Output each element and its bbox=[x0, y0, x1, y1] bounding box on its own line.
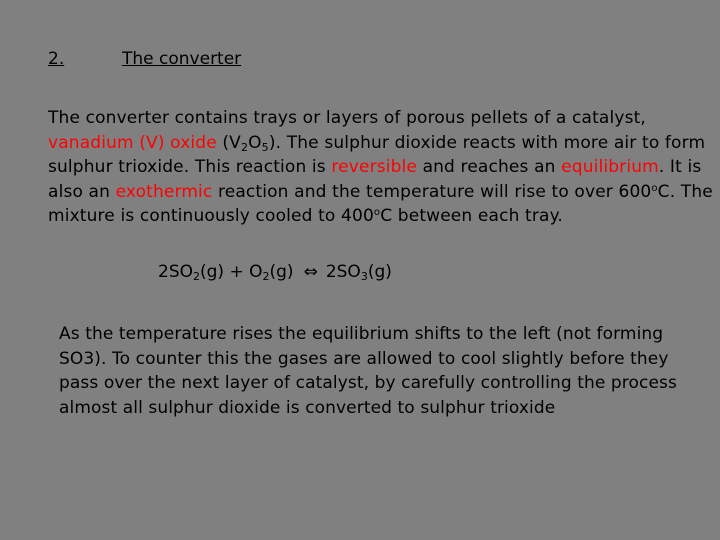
paragraph-text: O bbox=[248, 132, 262, 153]
equation-text: 2SO bbox=[325, 262, 361, 282]
degree-superscript: o bbox=[373, 207, 381, 219]
subscript: 2 bbox=[193, 270, 200, 283]
paragraph-text: . It is also an bbox=[48, 157, 702, 202]
paragraph-text: C. The mixture is continuously cooled to 400 bbox=[48, 181, 713, 227]
paragraph-text: (V bbox=[216, 132, 241, 153]
section-title: The converter bbox=[122, 49, 242, 69]
equilibrium-highlight: equilibrium bbox=[561, 157, 659, 178]
chemical-equation bbox=[158, 261, 392, 283]
converter-description-paragraph bbox=[48, 106, 713, 229]
equation-text: (g) bbox=[269, 262, 294, 282]
equilibrium-explanation-paragraph: As the temperature rises the equilibrium shifts to the left (not forming SO3). To counter this the gases are allowed to cool slightly before they pass over the next layer of catalyst, by carefully controlling the process almost all sulphur dioxide is converted to sulphur trioxide bbox=[59, 324, 677, 418]
section-heading bbox=[48, 48, 241, 70]
subscript: 2 bbox=[240, 140, 249, 154]
reversible-highlight: reversible bbox=[331, 157, 418, 178]
paragraph-text: C between each tray. bbox=[380, 206, 563, 227]
equation-text: (g) bbox=[367, 262, 392, 282]
paragraph-text: The converter contains trays or layers of porous pellets of a catalyst, bbox=[48, 108, 646, 128]
paragraph-text: reaction and the temperature will rise to over 600 bbox=[212, 181, 652, 202]
degree-superscript: o bbox=[651, 182, 658, 194]
section-number: 2. bbox=[48, 49, 65, 69]
equation-text: (g) + O bbox=[200, 262, 263, 282]
equation-text: 2SO bbox=[158, 262, 193, 282]
paragraph-text: ). The sulphur dioxide reacts with more air to form sulphur trioxide. This reaction is bbox=[48, 132, 706, 178]
subscript: 5 bbox=[261, 140, 269, 154]
subscript: 3 bbox=[360, 270, 368, 283]
paragraph-text: and reaches an bbox=[417, 157, 562, 178]
exothermic-highlight: exothermic bbox=[115, 181, 213, 202]
subscript: 2 bbox=[262, 270, 270, 283]
catalyst-name-highlight: vanadium (V) oxide bbox=[48, 132, 217, 153]
reversible-arrow-icon: ⇔ bbox=[303, 262, 318, 282]
